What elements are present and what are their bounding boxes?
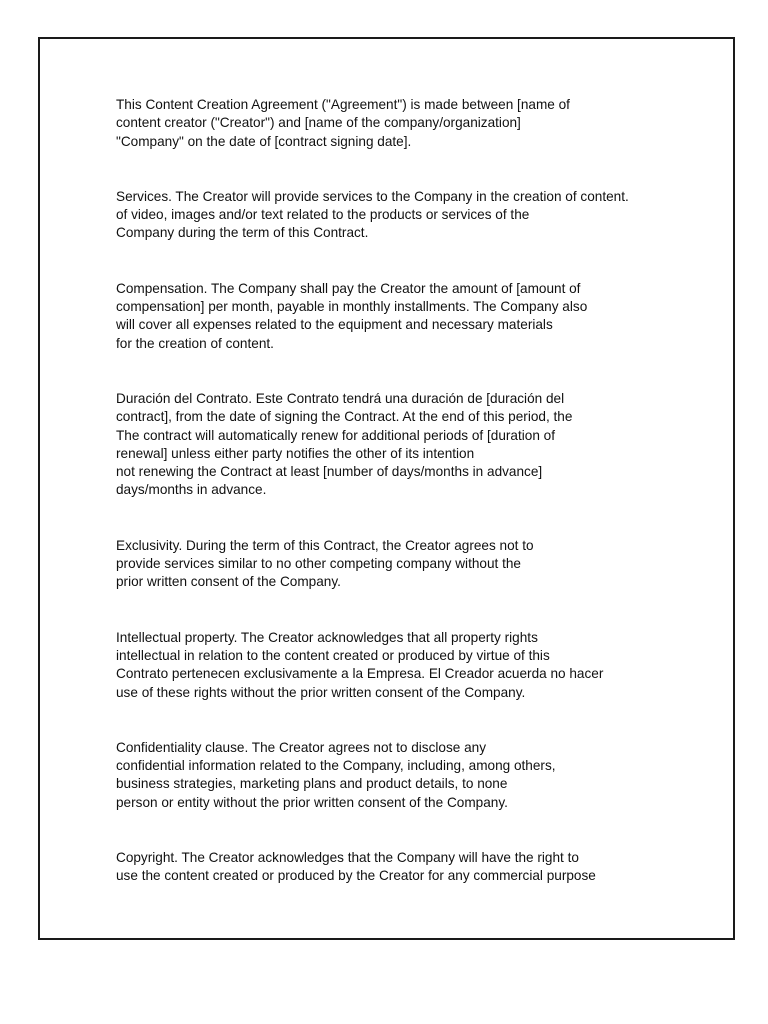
text-line: Contrato pertenecen exclusivamente a la Empresa. El Creador acuerda no hacer: [116, 666, 604, 682]
clause-duration: [116, 390, 716, 500]
text-line: compensation] per month, payable in monthly installments. The Company also: [116, 299, 588, 315]
text-line: person or entity without the prior written consent of the Company.: [116, 794, 508, 810]
text-line: provide services similar to no other competing company without the: [116, 556, 521, 572]
clause-exclusivity: [116, 537, 716, 592]
text-line: use the content created or produced by the Creator for any commercial purpose: [116, 868, 596, 884]
text-line: renewal] unless either party notifies the other of its intention: [116, 445, 475, 461]
text-line: for the creation of content.: [116, 335, 274, 351]
text-line: Services. The Creator will provide services to the Company in the creation of content.: [116, 188, 629, 204]
text-line: Copyright. The Creator acknowledges that the Company will have the right to: [116, 850, 579, 866]
text-line: prior written consent of the Company.: [116, 574, 341, 590]
text-line: business strategies, marketing plans and product details, to none: [116, 776, 508, 792]
text-line: Exclusivity. During the term of this Contract, the Creator agrees not to: [116, 537, 534, 553]
text-line: contract], from the date of signing the Contract. At the end of this period, the: [116, 409, 573, 425]
text-line: The contract will automatically renew for additional periods of [duration of: [116, 427, 556, 443]
text-line: not renewing the Contract at least [number of days/months in advance]: [116, 464, 543, 480]
clause-compensation: [116, 280, 716, 353]
text-line: Intellectual property. The Creator acknowledges that all property rights: [116, 629, 538, 645]
text-line: use of these rights without the prior written consent of the Company.: [116, 684, 526, 700]
clause-intro: [116, 96, 716, 151]
text-line: days/months in advance.: [116, 482, 267, 498]
text-line: This Content Creation Agreement ("Agreement") is made between [name of: [116, 97, 570, 112]
text-line: confidential information related to the Company, including, among others,: [116, 758, 556, 774]
text-line: content creator ("Creator") and [name of the company/organization]: [116, 115, 521, 131]
text-line: intellectual in relation to the content created or produced by virtue of this: [116, 647, 550, 663]
text-line: will cover all expenses related to the equipment and necessary materials: [116, 317, 553, 333]
clause-services: [116, 188, 716, 243]
clause-intellectual-property: [116, 629, 716, 702]
text-line: of video, images and/or text related to the products or services of the: [116, 207, 530, 223]
clause-confidentiality: [116, 739, 716, 812]
text-line: Duración del Contrato. Este Contrato tendrá una duración de [duración del: [116, 390, 565, 406]
text-line: Compensation. The Company shall pay the Creator the amount of [amount of: [116, 280, 581, 296]
document-page: [38, 37, 735, 940]
document-body: [116, 96, 716, 923]
text-line: "Company" on the date of [contract signing date].: [116, 133, 412, 149]
text-line: Company during the term of this Contract.: [116, 225, 369, 241]
clause-copyright: [116, 849, 716, 886]
text-line: Confidentiality clause. The Creator agrees not to disclose any: [116, 739, 487, 755]
